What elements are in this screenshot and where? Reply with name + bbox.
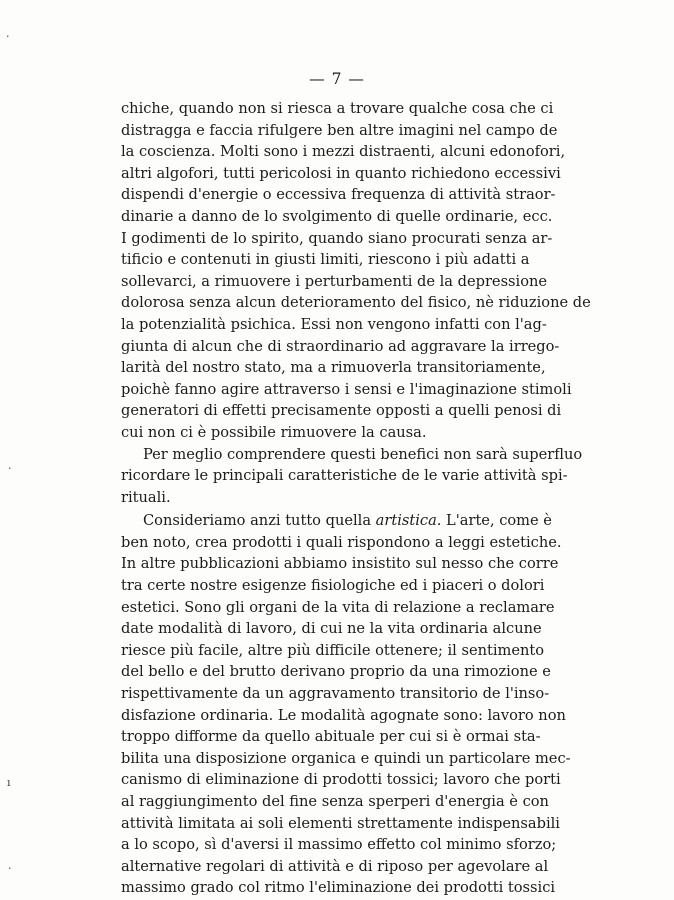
text-line: disfazione ordinaria. Le modalità agognate sono: lavoro non: [121, 706, 566, 724]
text-line: rituali.: [121, 488, 171, 506]
text-line: del bello e del brutto derivano proprio da una rimozione e: [121, 663, 551, 681]
text-line: dispendi d'energie o eccessiva frequenza di attività straor-: [121, 186, 556, 204]
text-line: dinarie a danno de lo svolgimento di quelle ordinarie, ecc.: [121, 207, 553, 225]
emphasis-word: artistica: [375, 512, 437, 530]
paragraph: [121, 444, 583, 509]
paragraph: [121, 510, 571, 899]
text-line: riesce più facile, altre più difficile ottenere; il sentimento: [121, 641, 545, 659]
body-text: [121, 98, 591, 899]
text-line: distragga e faccia rifulgere ben altre imagini nel campo de: [121, 121, 558, 139]
page-number: — 7 —: [309, 70, 365, 88]
scan-speck: ·: [8, 462, 12, 475]
text-line: dolorosa senza alcun deterioramento del fisico, nè riduzione de: [121, 294, 591, 312]
text-line: alternative regolari di attività e di riposo per agevolare al: [121, 857, 549, 875]
text-line: tificio e contenuti in giusti limiti, riescono i più adatti a: [121, 251, 530, 269]
text-line: troppo difforme da quello abituale per cui si è ormai sta-: [121, 728, 541, 746]
text-line: massimo grado col ritmo l'eliminazione dei prodotti tossici: [121, 879, 556, 897]
text-line: sollevarci, a rimuovere i perturbamenti de la depressione: [121, 272, 548, 290]
text-line: giunta di alcun che di straordinario ad aggravare la irrego-: [121, 337, 560, 355]
scan-speck: ı: [7, 776, 11, 789]
text-line: poichè fanno agire attraverso i sensi e l'imaginazione stimoli: [121, 380, 572, 398]
paragraph: [121, 98, 591, 444]
text-line: al raggiungimento del fine senza sperperi d'energia è con: [121, 793, 549, 810]
text-line: la coscienza. Molti sono i mezzi distraenti, alcuni edonofori,: [121, 143, 566, 161]
text-line: bilita una disposizione organica e quindi un particolare mec-: [121, 749, 571, 767]
text-run: Consideriamo anzi tutto quella: [143, 512, 376, 530]
text-line: la potenzialità psichica. Essi non vengono infatti con l'ag-: [121, 315, 547, 333]
scan-speck: ·: [8, 862, 12, 875]
text-line: tra certe nostre esigenze fisiologiche ed i piaceri o dolori: [121, 577, 545, 595]
text-line: date modalità di lavoro, di cui ne la vita ordinaria alcune: [121, 620, 542, 638]
text-line: I godimenti de lo spirito, quando siano procurati senza ar-: [121, 229, 553, 247]
text-line: In altre pubblicazioni abbiamo insistito sul nesso che corre: [121, 555, 559, 573]
text-line: cui non ci è possibile rimuovere la causa.: [121, 423, 427, 441]
scan-speck: ·: [6, 30, 10, 43]
text-line: Per meglio comprendere questi benefici non sarà superfluo: [143, 445, 583, 463]
text-line: altri algofori, tutti pericolosi in quanto richiedono eccessivi: [121, 164, 561, 182]
text-line: larità del nostro stato, ma a rimuoverla transitoriamente,: [121, 359, 546, 377]
text-line: a lo scopo, sì d'aversi il massimo effetto col minimo sforzo;: [121, 836, 557, 854]
text-line: attività limitata ai soli elementi strettamente indispensabili: [121, 814, 560, 832]
text-line: chiche, quando non si riesca a trovare qualche cosa che ci: [121, 100, 554, 117]
text-line: ricordare le principali caratteristiche de le varie attività spi-: [121, 467, 568, 485]
text-line: canismo di eliminazione di prodotti tossici; lavoro che porti: [121, 771, 561, 789]
text-line: estetici. Sono gli organi de la vita di relazione a reclamare: [121, 598, 555, 616]
text-line: rispettivamente da un aggravamento transitorio de l'inso-: [121, 685, 550, 703]
text-run: . L'arte, come è: [436, 512, 552, 530]
text-line: [121, 510, 552, 532]
text-line: generatori di effetti precisamente opposti a quelli penosi di: [121, 402, 562, 420]
text-line: ben noto, crea prodotti i quali rispondono a leggi estetiche.: [121, 533, 562, 551]
